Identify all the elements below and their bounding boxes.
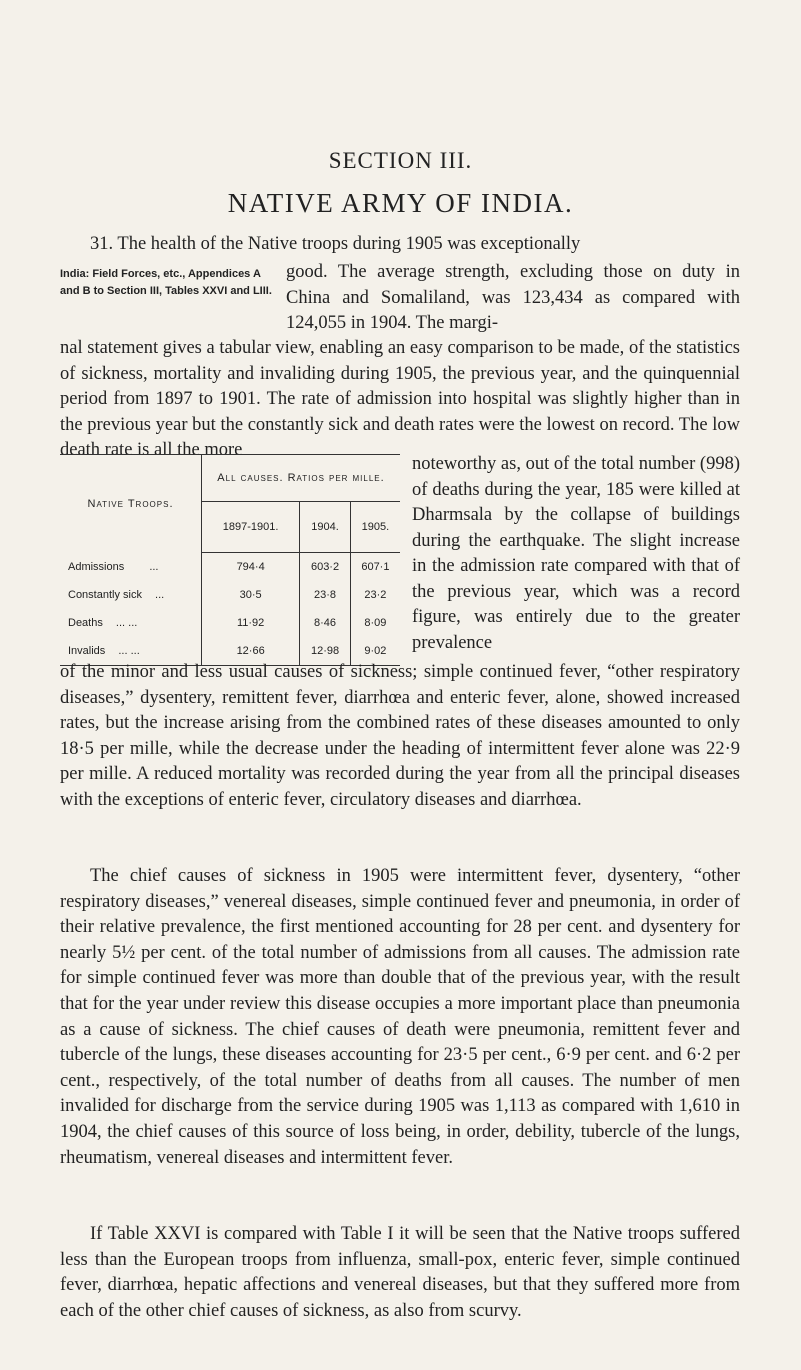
table-cell: 9·02: [364, 645, 387, 657]
paragraph-2: The chief causes of sickness in 1905 were intermittent fever, dysentery, “other respiratory diseases,” venereal diseases, simple continued fever and pneumonia, in order of their relative prevalence, the first mentioned accounting for 28 per cent. and dysentery for nearly 5½ per cent. of the total number of admissions from all causes. The admission rate for simple continued fever was more than double that of the previous year, with the result that for the year under review this disease occupies a more important place than pneumonia as a cause of sickness. The chief causes of death were pneumonia, remittent fever and tubercle of the lungs, these diseases accounting for 23·5 per cent., 6·9 per cent. and 6·2 per cent., respectively, of the total number of deaths from all causes. The number of men invalided for discharge from the service during 1905 was 1,113 as compared with 1,610 in 1904, the chief causes of this source of loss being, in order, debility, tubercle of the lungs, rheumatism, venereal diseases and intermittent fever.: [60, 866, 740, 1168]
table-header-year: 1904.: [300, 502, 351, 553]
margin-note: India: Field Forces, etc., Appendices A and B to Section III, Tables XXVI and LIII.: [60, 268, 272, 297]
paragraph-3: If Table XXVI is compared with Table I it will be seen that the Native troops suffered less than the European troops from influenza, small-pox, enteric fever, simple continued fever, diarrhœa, hepatic affections and venereal diseases, but that they suffered more from each of the other chief causes of sickness, as also from scurvy.: [60, 1224, 740, 1321]
paragraph-1-right-block: good. The average strength, excluding those on duty in China and Somaliland, was 123,434 as compared with 124,055 in 1904. The margi-: [286, 262, 740, 333]
section-heading: SECTION III.: [328, 148, 473, 173]
table-cell: 607·1: [361, 561, 390, 573]
statistics-table: [60, 454, 400, 666]
row-label: Deaths ... ...: [60, 609, 202, 637]
table-cell: 30·5: [202, 581, 300, 609]
row-label: Admissions ...: [60, 553, 202, 582]
table-cell: 23·8: [300, 581, 351, 609]
table-cell: 794·4: [202, 553, 300, 582]
table-row: [60, 553, 400, 582]
table-cell: 11·92: [202, 609, 300, 637]
paragraph-1-full-block: nal statement gives a tabular view, enabling an easy comparison to be made, of the statistics of sickness, mortality and invaliding during 1905, the previous year, and the quinquennial period from 1897 to 1901. The rate of admission into hospital was slightly higher than in the previous year but the constantly sick and death rates were the lowest on record. The low death rate is all the more: [60, 338, 740, 460]
table-cell: 8·09: [364, 617, 387, 629]
row-label: Invalids ... ...: [60, 637, 202, 666]
table-header-year: 1897-1901.: [202, 502, 300, 553]
paragraph-1-rest-block: of the minor and less usual causes of sickness; simple continued fever, “other respiratory diseases,” dysentery, remittent fever, diarrhœa and enteric fever, alone, showed increased rates, but the increase arising from the combined rates of these diseases amounted to only 18·5 per mille, while the decrease under the heading of intermittent fever alone was 22·9 per mille. A reduced mortality was recorded during the year from all the principal diseases with the exceptions of enteric fever, circulatory diseases and diarrhœa.: [60, 662, 740, 810]
table-cell: 12·66: [202, 637, 300, 666]
table-header-year: 1905.: [350, 502, 400, 553]
paragraph-1-side-block: noteworthy as, out of the total number (998) of deaths during the year, 185 were killed at Dharmsala by the collapse of buildings during the earthquake. The slight increase in the admission rate compared with that of the previous year, which was a record figure, was entirely due to the greater prevalence: [412, 454, 740, 653]
table-header-group: All causes. Ratios per mille.: [202, 455, 401, 502]
page-title: NATIVE ARMY OF INDIA.: [227, 188, 574, 218]
table-cell: 603·2: [300, 553, 351, 582]
table-row: [60, 609, 400, 637]
table-cell: 8·46: [300, 609, 351, 637]
table-cell: 12·98: [300, 637, 351, 666]
table-cell: 23·2: [364, 589, 387, 601]
table-header-troops: Native Troops.: [60, 455, 202, 553]
table-row: [60, 581, 400, 609]
row-label: Constantly sick ...: [60, 581, 202, 609]
paragraph-1-first-line: 31. The health of the Native troops during 1905 was exceptionally: [90, 234, 581, 254]
